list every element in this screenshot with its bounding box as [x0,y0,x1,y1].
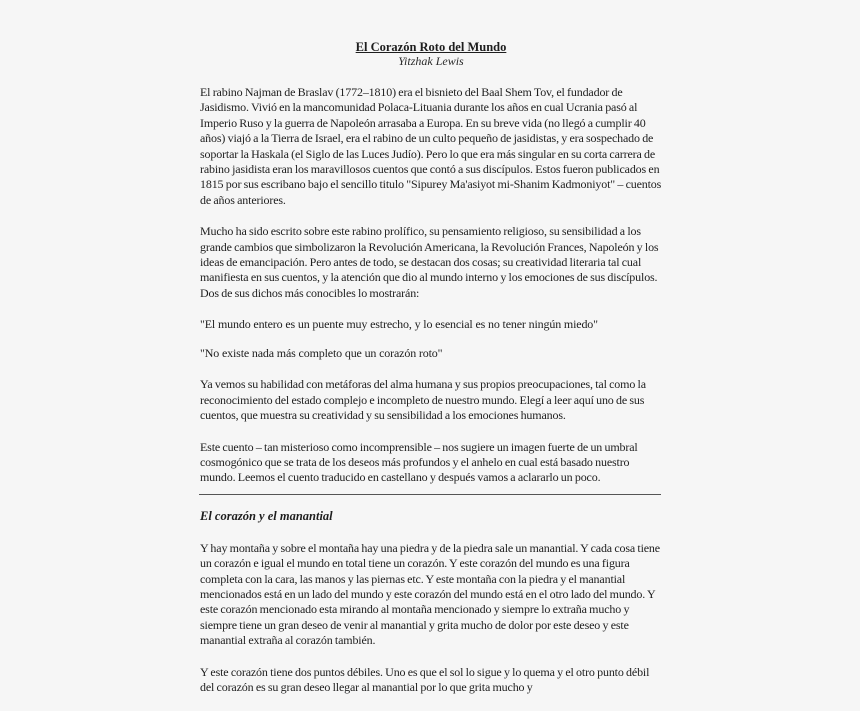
quote-2: "No existe nada más completo que un corazón roto" [200,346,443,361]
intro-paragraph-1: El rabino Najman de Braslav (1772–1810) era el bisnieto del Baal Shem Tov, el fundador de Jasidismo. Vivió en la mancomunidad Polaca-Lituania durante los años en cual Ucrania pasó al Imperio Ruso y la guerra de Napoleón arrasaba a Europa. En su breve vida (no llegó a cumplir 40 años) viajó a la Tierra de Israel, era el rabino de un culto pequeño de jasidistas, y era sospechado de soportar la Haskala (el Siglo de las Luces Judío). Pero lo que era más singular en su corta carrera de rabino jasidista eran los maravillosos cuentos que contó a sus discípulos. Estos fueron publicados en 1815 por sus escribano bajo el sencillo titulo "Sipurey Ma'asiyot mi-Shanim Kadmoniyot" – cuentos de años anteriores. [200,85,662,207]
intro-paragraph-2: Mucho ha sido escrito sobre este rabino prolífico, su pensamiento religioso, su sensibilidad a los grande cambios que simbolizaron la Revolución Americana, la Revolución Frances, Napoleón y los ideas de emancipación. Pero antes de todo, se destacan dos cosas; su creatividad literaria tal cual manifiesta en sus cuentos, y la atención que dio al mundo interno y los emociones de sus discípulos. Dos de sus dichos más conocibles lo mostrarán: [200,224,659,300]
story-paragraph-2: Y este corazón tiene dos puntos débiles. Uno es que el sol lo sigue y lo quema y el otro punto débil del corazón es su gran deseo llegar al manantial por lo que grita mucho y [200,664,650,694]
horizontal-divider [199,494,661,495]
reflection-paragraph: Ya vemos su habilidad con metáforas del alma humana y sus propios preocupaciones, tal como la reconocimiento del estado complejo e incompleto de nuestro mundo. Elegí a leer aquí uno de sus cuentos, que muestra su creatividad y su sensibilidad a los emociones humanos. [200,377,646,423]
quote-1: "El mundo entero es un puente muy estrecho, y lo esencial es no tener ningún miedo" [200,317,598,332]
section-title: El corazón y el manantial [200,508,333,523]
story-paragraph-1: Y hay montaña y sobre el montaña hay una piedra y de la piedra sale un manantial. Y cada cosa tiene un corazón e igual el mundo en total tiene un corazón. Y este corazón del mundo es una figura completa con la cara, las manos y las piernas etc. Y este montaña con la piedra y el manantial mencionados está en un lado del mundo y este corazón del mundo está en el otro lado del mundo. Y este corazón mencionado esta mirando al montaña mencionado y siempre lo extraña mucho y siempre tiene un gran deseo de venir al manantial y grita mucho de dolor por este deseo y este manantial extraña al corazón también. [200,540,660,648]
document-page [200,40,662,711]
document-title: El Corazón Roto del Mundo [355,40,507,54]
document-author: Yitzhak Lewis [398,54,464,68]
story-intro-paragraph: Este cuento – tan misterioso como incomprensible – nos sugiere un imagen fuerte de un umbral cosmogónico que se trata de los deseos más profundos y el anhelo en cual está basado nuestro mundo. Leemos el cuento traducido en castellano y después vamos a aclararlo un poco. [200,439,638,485]
